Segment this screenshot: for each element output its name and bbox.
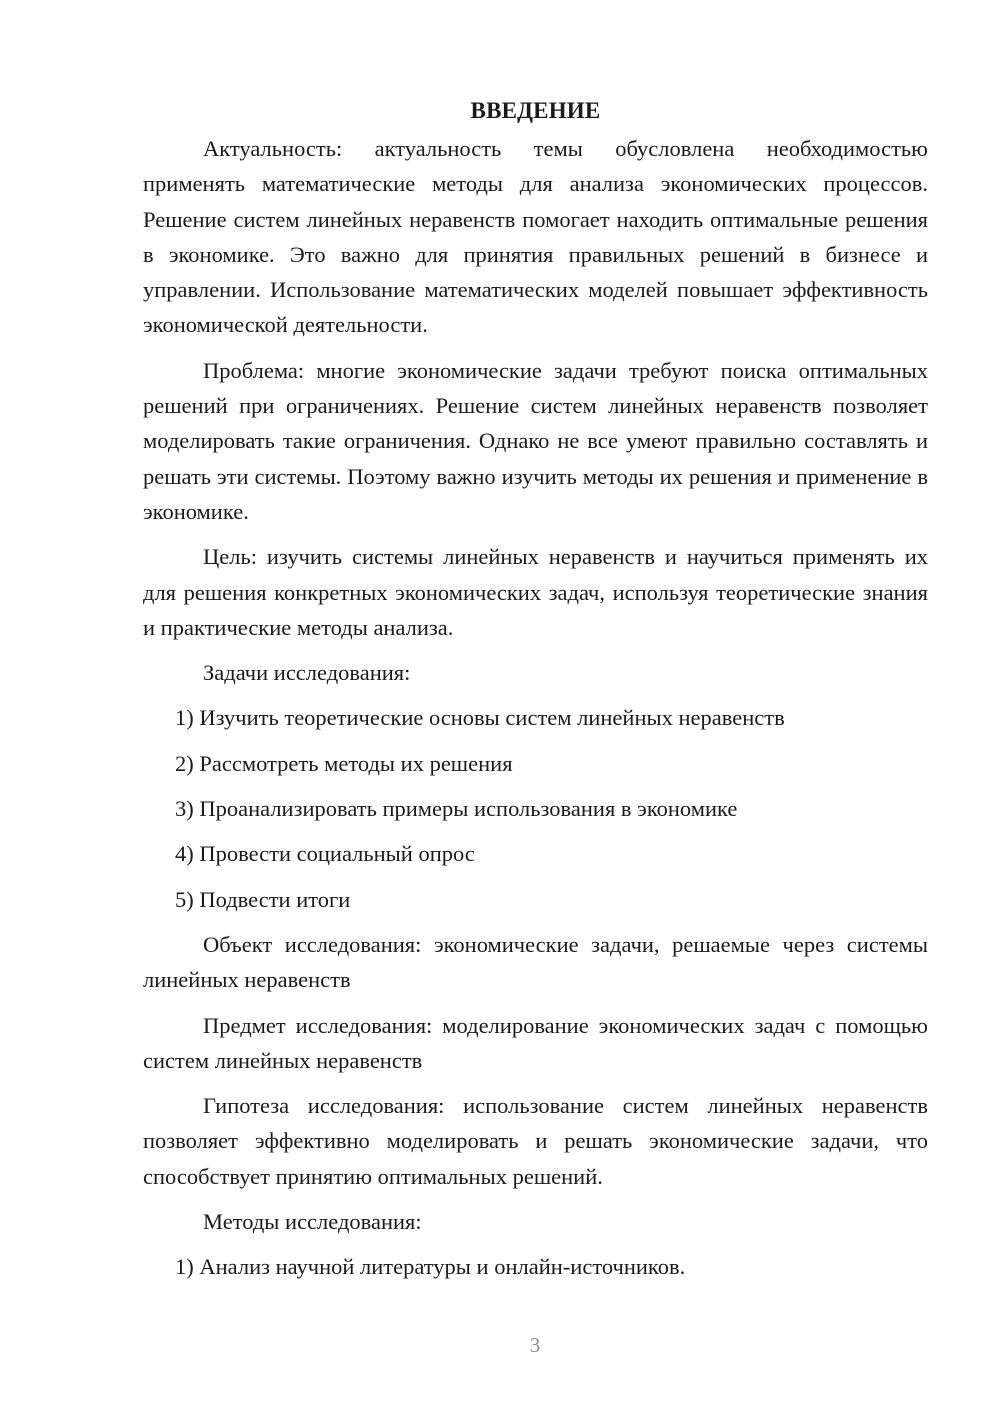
tasks-list xyxy=(143,700,928,916)
page-number: 3 xyxy=(529,1333,541,1357)
list-item: 3) Проанализировать примеры использования в экономике xyxy=(175,796,738,822)
list-item: 5) Подвести итоги xyxy=(175,886,351,912)
list-item: 4) Провести социальный опрос xyxy=(175,841,475,867)
section-title: ВВЕДЕНИЕ xyxy=(470,98,601,123)
methods-label: Методы исследования: xyxy=(203,1209,422,1235)
subject-paragraph: Предмет исследования: моделирование экономических задач с помощью систем линейных неравенств xyxy=(143,1012,928,1073)
goal-paragraph: Цель: изучить системы линейных неравенств и научиться применять их для решения конкретных экономических задач, используя теоретические знания и практические методы анализа. xyxy=(143,544,928,640)
hypothesis-paragraph: Гипотеза исследования: использование систем линейных неравенств позволяет эффективно моделировать и решать экономические задачи, что способствует принятию оптимальных решений. xyxy=(143,1093,928,1189)
methods-list xyxy=(143,1249,928,1284)
problem-paragraph: Проблема: многие экономические задачи требуют поиска оптимальных решений при ограничениях. Решение систем линейных неравенств позволяет моделировать такие ограничения. Однако не все умеют правильно составлять и решать эти системы. Поэтому важно изучить методы их решения и применение в экономике. xyxy=(143,357,928,524)
relevance-paragraph: Актуальность: актуальность темы обусловлена необходимостью применять математические методы для анализа экономических процессов. Решение систем линейных неравенств помогает находить оптимальные решения в экономике. Это важно для принятия правильных решений в бизнесе и управлении. Использование математических моделей повышает эффективность экономической деятельности. xyxy=(143,136,928,338)
object-paragraph: Объект исследования: экономические задачи, решаемые через системы линейных неравенств xyxy=(143,931,928,993)
list-item: 1) Изучить теоретические основы систем линейных неравенств xyxy=(175,705,785,731)
list-item: 2) Рассмотреть методы их решения xyxy=(175,750,513,776)
list-item: 1) Анализ научной литературы и онлайн-источников. xyxy=(175,1254,686,1280)
tasks-label: Задачи исследования: xyxy=(203,660,411,686)
page-content xyxy=(143,93,928,1295)
